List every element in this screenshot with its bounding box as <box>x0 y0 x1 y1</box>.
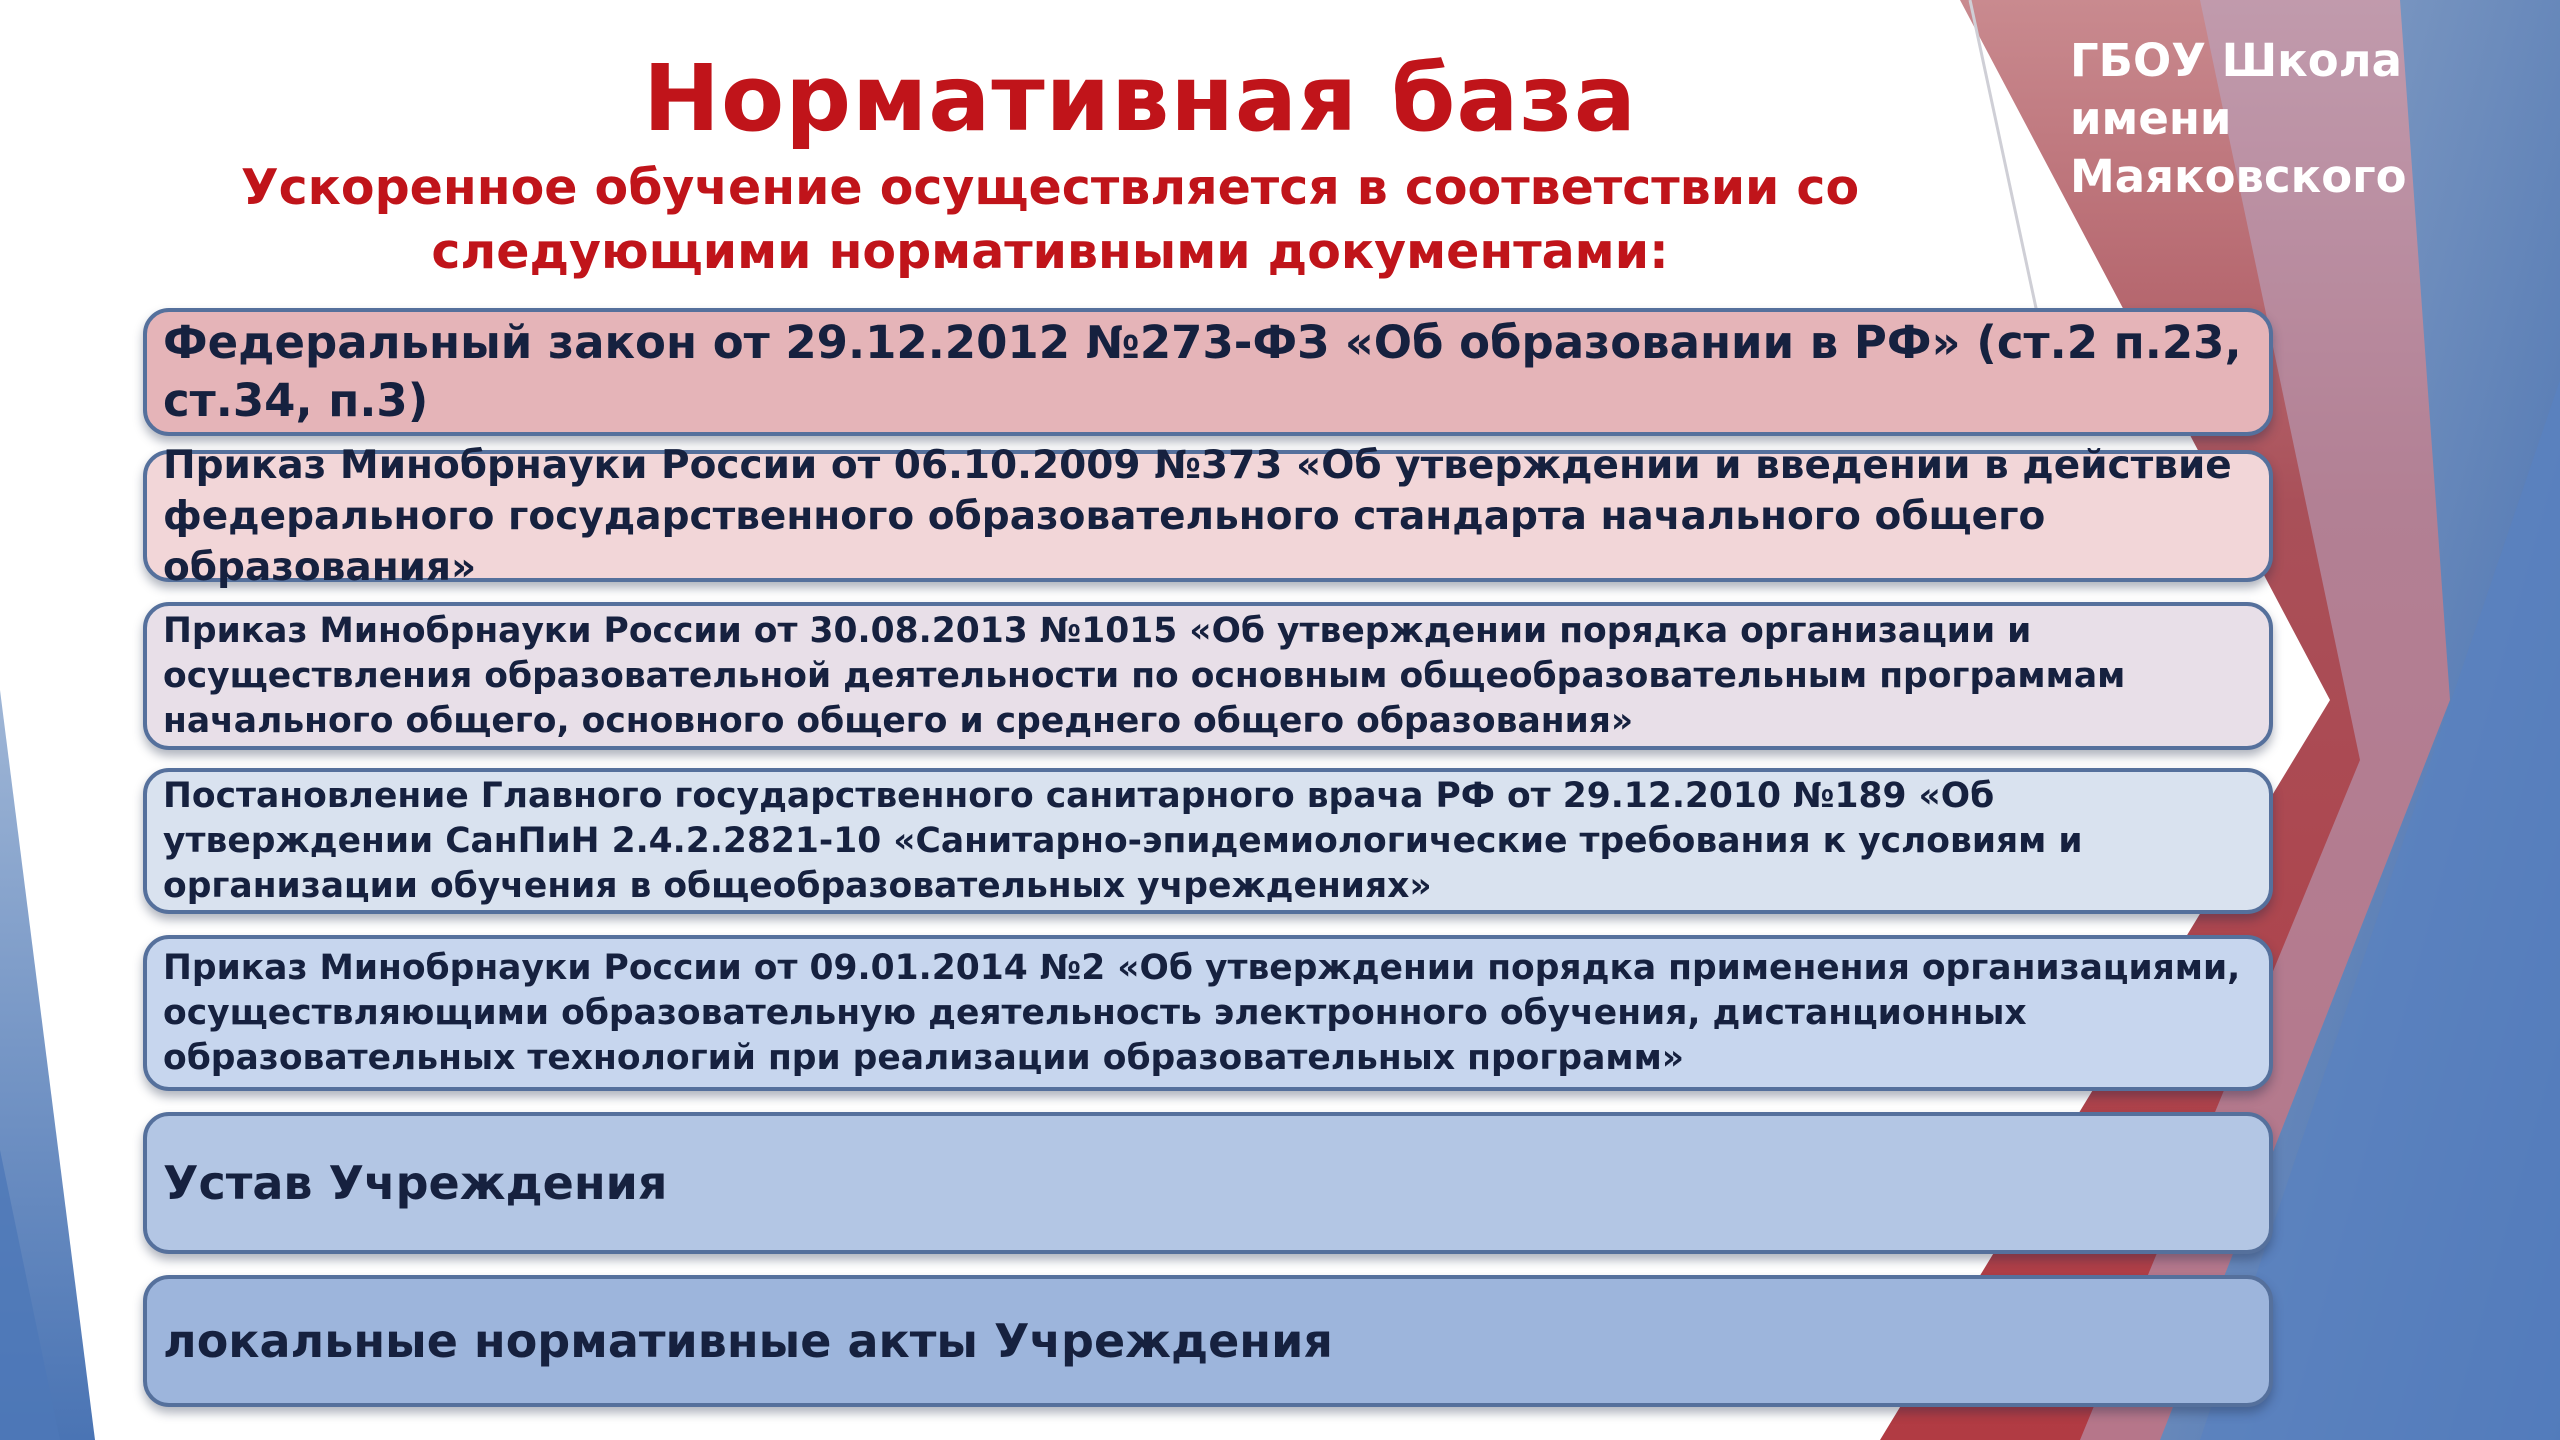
document-text: Федеральный закон от 29.12.2012 №273-ФЗ «Об образовании в РФ» (ст.2 п.23, ст.34, п.3) <box>163 316 2242 427</box>
document-item-federal-law <box>143 308 2273 436</box>
school-name: ГБОУ Школа имени Маяковского <box>2070 34 2407 203</box>
document-text: Приказ Минобрнауки России от 30.08.2013 №1015 «Об утверждении порядка организации и осуществления образовательной деятельности по основным общеобразовательным программам начального общего, основного общего и среднего общего образования» <box>163 610 2126 741</box>
document-item-order-1015 <box>143 602 2273 750</box>
document-text: Приказ Минобрнауки России от 09.01.2014 №2 «Об утверждении порядка применения организациями, осуществляющими образовательную деятельность электронного обучения, дистанционных образовательных технологий при реализации образовательных программ» <box>163 947 2241 1078</box>
document-text: Приказ Минобрнауки России от 06.10.2009 №373 «Об утверждении и введении в действие федерального государственного образовательного стандарта начального общего образования» <box>163 442 2232 590</box>
document-item-charter <box>143 1112 2273 1254</box>
document-item-local-acts <box>143 1275 2273 1407</box>
document-item-order-2 <box>143 935 2273 1091</box>
document-text: Устав Учреждения <box>163 1156 668 1210</box>
document-item-order-373 <box>143 442 2273 590</box>
slide-subtitle: Ускоренное обучение осуществляется в соответствии со следующими нормативными документами: <box>240 159 1860 280</box>
document-item-sanpin-189 <box>143 768 2273 914</box>
slide-title: Нормативная база <box>643 45 1637 152</box>
document-text: локальные нормативные акты Учреждения <box>163 1314 1333 1368</box>
document-text: Постановление Главного государственного санитарного врача РФ от 29.12.2010 №189 «Об утверждении СанПиН 2.4.2.2821-10 «Санитарно-эпидемиологические требования к условиям и организации обучения в общеобразовательных учреждениях» <box>163 775 2083 906</box>
